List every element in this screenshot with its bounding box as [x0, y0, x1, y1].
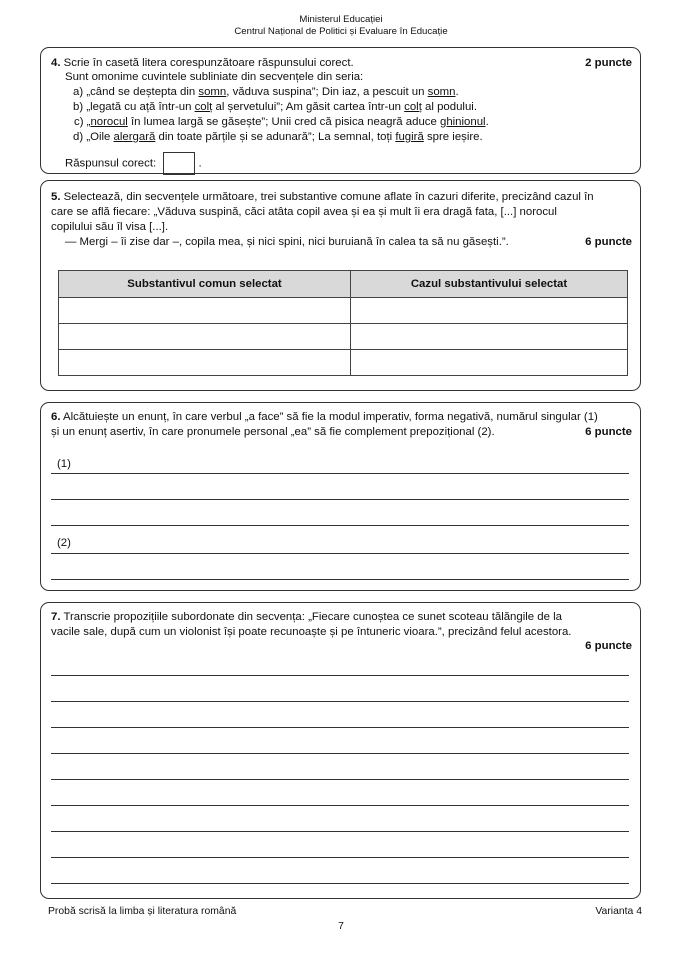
q6-text-line2: și un enunț asertiv, în care pronumele personal „ea” să fie complement prepozițional (2).	[51, 426, 495, 438]
answer-cell[interactable]	[351, 350, 628, 376]
answer-line[interactable]	[51, 579, 629, 580]
answer-line[interactable]	[51, 473, 629, 474]
answer-cell[interactable]	[351, 298, 628, 324]
answer-line[interactable]	[51, 805, 629, 806]
answer-line[interactable]	[51, 753, 629, 754]
q5-text-line3: copilului său îl visa [...].	[51, 221, 169, 233]
answer-line[interactable]	[51, 525, 629, 526]
q5-answer-table	[58, 270, 628, 376]
answer-cell[interactable]	[59, 350, 351, 376]
answer-cell[interactable]	[59, 298, 351, 324]
q4-points: 2 puncte	[585, 57, 632, 69]
q5-text-line2: care se află fiecare: „Văduva suspină, căci atâta copil avea și ea și mult îi era dragă fata, [...] norocul	[51, 206, 557, 218]
answer-line[interactable]	[51, 675, 629, 676]
page-number: 7	[338, 921, 344, 932]
table-col-noun: Substantivul comun selectat	[59, 271, 351, 298]
question-4-box	[40, 47, 641, 174]
answer-line[interactable]	[51, 883, 629, 884]
page-header	[0, 14, 682, 38]
q7-text-line2: vacile sale, după cum un violonist își poate recunoaște și pe întuneric vioara.”, precizând felul acestora.	[51, 626, 572, 638]
answer-cell[interactable]	[59, 324, 351, 350]
q4-option-c: c) „norocul în lumea largă se găsește”; Unii cred că pisica neagră aduce ghinionul.	[74, 116, 489, 128]
q5-number: 5.	[51, 191, 61, 203]
question-7-box	[40, 602, 641, 899]
q5-points: 6 puncte	[585, 236, 632, 248]
q4-option-d: d) „Oile alergară din toate părțile și se adunară”; La semnal, toți fugiră spre ieșire.	[73, 131, 483, 143]
footer-exam-title: Probă scrisă la limba și literatura română	[48, 906, 237, 917]
answer-line[interactable]	[51, 553, 629, 554]
q4-instruction: 4. Scrie în casetă litera corespunzătoare răspunsului corect.	[51, 57, 354, 69]
q4-number: 4.	[51, 57, 61, 69]
answer-line[interactable]	[51, 831, 629, 832]
table-col-case: Cazul substantivului selectat	[351, 271, 628, 298]
q5-text-line1: 5. Selectează, din secvențele următoare, trei substantive comune aflate în cazuri diferite, precizând cazul în	[51, 191, 594, 203]
q4-option-b: b) „legată cu ață într-un colț al șervetului”; Am găsit cartea într-un colț al podului.	[73, 101, 477, 113]
answer-line[interactable]	[51, 857, 629, 858]
table-row	[59, 324, 628, 350]
table-row	[59, 350, 628, 376]
footer-variant: Varianta 4	[595, 906, 642, 917]
q6-number: 6.	[51, 411, 61, 423]
ministry-name: Ministerul Educației	[299, 14, 383, 25]
q4-answer-row: Răspunsul corect: .	[65, 152, 202, 176]
q5-text-line4: — Mergi – îi zise dar –, copila mea, și nici spini, nici buruiană în calea ta să nu găsești.”.	[65, 236, 509, 248]
q6-label-2: (2)	[57, 537, 71, 549]
q7-points: 6 puncte	[585, 640, 632, 652]
answer-line[interactable]	[51, 701, 629, 702]
answer-line[interactable]	[51, 727, 629, 728]
q4-answer-box[interactable]	[163, 152, 195, 175]
question-5-box	[40, 180, 641, 391]
q7-text-line1: 7. Transcrie propozițiile subordonate din secvența: „Fiecare cunoștea ce sunet scoteau tălăngile de la	[51, 611, 562, 623]
center-name: Centrul Național de Politici și Evaluare în Educație	[234, 26, 448, 37]
table-row	[59, 298, 628, 324]
q6-points: 6 puncte	[585, 426, 632, 438]
q6-text-line1: 6. Alcătuiește un enunț, în care verbul „a face” să fie la modul imperativ, forma negativă, numărul singular (1)	[51, 411, 598, 423]
question-6-box	[40, 402, 641, 591]
q6-label-1: (1)	[57, 458, 71, 470]
table-header-row	[59, 271, 628, 298]
q4-answer-label: Răspunsul corect:	[65, 157, 157, 170]
answer-line[interactable]	[51, 779, 629, 780]
q4-intro: Sunt omonime cuvintele subliniate din secvențele din seria:	[65, 71, 364, 83]
q4-option-a: a) „când se deștepta din somn, văduva suspina”; Din iaz, a pescuit un somn.	[73, 86, 459, 98]
answer-line[interactable]	[51, 499, 629, 500]
answer-cell[interactable]	[351, 324, 628, 350]
q7-number: 7.	[51, 611, 61, 623]
